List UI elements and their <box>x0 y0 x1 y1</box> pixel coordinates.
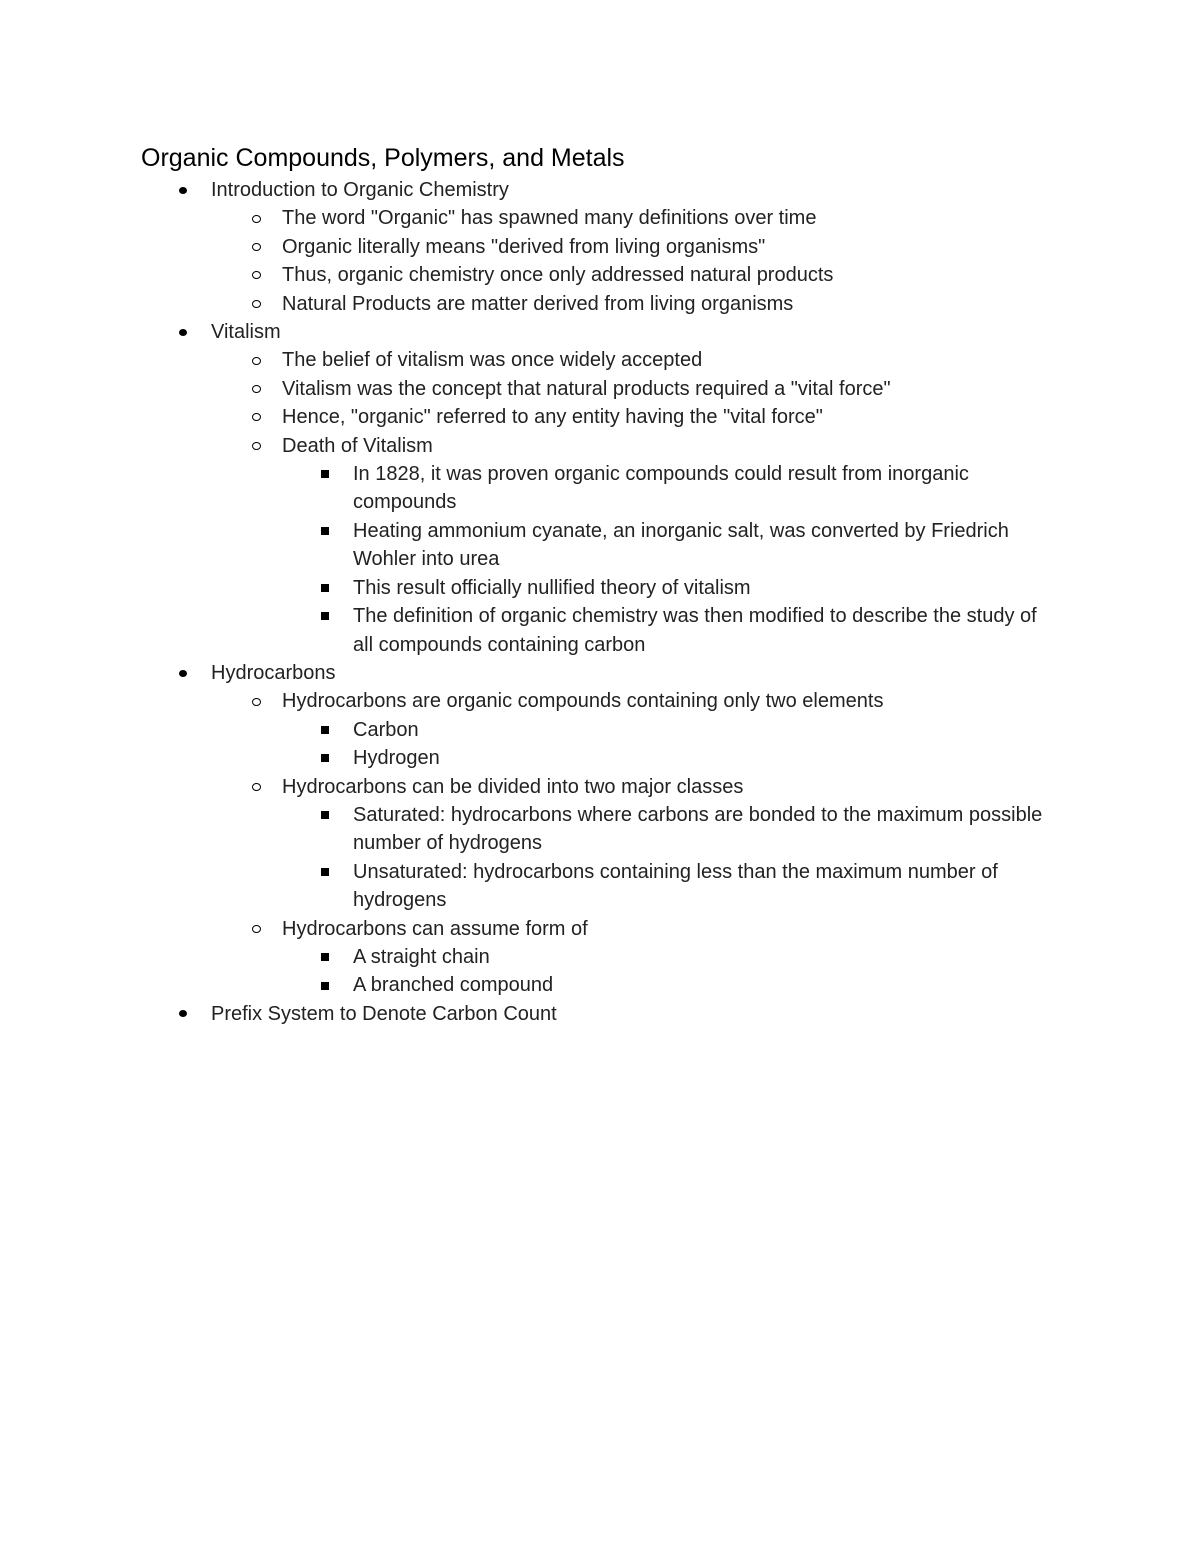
outline-item-level-1 <box>0 659 1051 687</box>
hollow-circle-bullet-icon <box>248 204 264 232</box>
bullet-outline <box>0 176 1200 1028</box>
outline-item-text: This result officially nullified theory of vitalism <box>353 576 751 599</box>
square-bullet-icon <box>317 858 333 886</box>
outline-item-level-3 <box>0 517 1053 574</box>
outline-item-level-1 <box>0 176 1051 204</box>
outline-item-text: Hydrogen <box>353 747 440 770</box>
outline-item-level-2 <box>0 773 1052 801</box>
outline-item-level-2 <box>0 346 1052 374</box>
square-bullet-icon <box>317 801 333 829</box>
filled-dot-bullet-icon <box>175 1000 191 1028</box>
outline-item-text: A branched compound <box>353 974 554 997</box>
hollow-circle-bullet-icon <box>248 403 264 431</box>
outline-item-text: Heating ammonium cyanate, an inorganic salt, was converted by Friedrich Wohler into urea <box>353 519 1009 571</box>
outline-item-level-2 <box>0 204 1052 232</box>
outline-item-text: Saturated: hydrocarbons where carbons are bonded to the maximum possible number of hydrogens <box>353 803 1043 855</box>
outline-item-level-3 <box>0 460 1053 517</box>
hollow-circle-bullet-icon <box>248 687 264 715</box>
hollow-circle-bullet-icon <box>248 233 264 261</box>
outline-item-level-3 <box>0 858 1053 915</box>
outline-item-text: The belief of vitalism was once widely accepted <box>282 349 703 372</box>
square-bullet-icon <box>317 602 333 630</box>
outline-item-text: Death of Vitalism <box>282 434 433 457</box>
outline-item-level-3 <box>0 744 1053 772</box>
filled-dot-bullet-icon <box>175 659 191 687</box>
outline-item-text: Vitalism <box>211 321 281 344</box>
square-bullet-icon <box>317 716 333 744</box>
outline-item-level-2 <box>0 290 1052 318</box>
hollow-circle-bullet-icon <box>248 915 264 943</box>
hollow-circle-bullet-icon <box>248 261 264 289</box>
outline-item-text: Thus, organic chemistry once only addressed natural products <box>282 264 834 287</box>
hollow-circle-bullet-icon <box>248 432 264 460</box>
square-bullet-icon <box>317 574 333 602</box>
outline-item-level-1 <box>0 318 1051 346</box>
outline-item-level-3 <box>0 602 1053 659</box>
outline-item-text: In 1828, it was proven organic compounds could result from inorganic compounds <box>353 463 969 514</box>
outline-item-level-2 <box>0 687 1052 715</box>
outline-item-text: A straight chain <box>353 945 490 968</box>
outline-item-level-2 <box>0 375 1052 403</box>
outline-item-text: Hydrocarbons can be divided into two major classes <box>282 775 744 798</box>
hollow-circle-bullet-icon <box>248 290 264 318</box>
document-title: Organic Compounds, Polymers, and Metals <box>141 144 625 172</box>
outline-item-text: Hence, "organic" referred to any entity having the "vital force" <box>282 406 823 429</box>
outline-item-text: Carbon <box>353 718 419 741</box>
outline-item-text: Vitalism was the concept that natural products required a "vital force" <box>282 377 891 400</box>
outline-item-text: The definition of organic chemistry was then modified to describe the study of all compounds containing carbon <box>353 605 1037 656</box>
outline-item-level-3 <box>0 574 1053 602</box>
outline-item-level-3 <box>0 943 1053 971</box>
square-bullet-icon <box>317 971 333 999</box>
outline-item-text: Hydrocarbons can assume form of <box>282 917 588 940</box>
outline-item-level-3 <box>0 716 1053 744</box>
outline-item-level-2 <box>0 403 1052 431</box>
outline-item-level-3 <box>0 971 1053 999</box>
outline-item-text: Unsaturated: hydrocarbons containing less than the maximum number of hydrogens <box>353 860 998 912</box>
square-bullet-icon <box>317 460 333 488</box>
square-bullet-icon <box>317 517 333 545</box>
hollow-circle-bullet-icon <box>248 375 264 403</box>
outline-item-text: Hydrocarbons <box>211 661 336 684</box>
outline-item-text: Prefix System to Denote Carbon Count <box>211 1002 557 1025</box>
hollow-circle-bullet-icon <box>248 346 264 374</box>
square-bullet-icon <box>317 744 333 772</box>
outline-item-level-2 <box>0 432 1052 460</box>
square-bullet-icon <box>317 943 333 971</box>
hollow-circle-bullet-icon <box>248 773 264 801</box>
filled-dot-bullet-icon <box>175 318 191 346</box>
outline-item-text: Organic literally means "derived from living organisms" <box>282 235 766 258</box>
outline-item-level-2 <box>0 233 1052 261</box>
outline-item-level-2 <box>0 261 1052 289</box>
outline-item-text: Natural Products are matter derived from living organisms <box>282 292 794 315</box>
outline-item-level-2 <box>0 915 1052 943</box>
filled-dot-bullet-icon <box>175 176 191 204</box>
outline-item-level-1 <box>0 1000 1051 1028</box>
outline-item-text: The word "Organic" has spawned many definitions over time <box>282 207 817 230</box>
outline-item-text: Introduction to Organic Chemistry <box>211 179 509 201</box>
outline-item-text: Hydrocarbons are organic compounds containing only two elements <box>282 690 884 713</box>
outline-item-level-3 <box>0 801 1053 858</box>
